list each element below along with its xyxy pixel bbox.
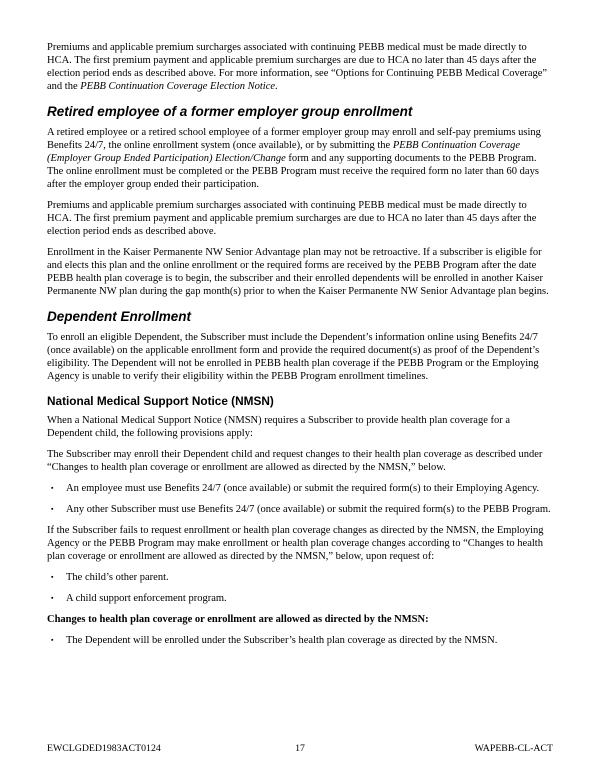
footer-doc-code: EWCLGDED1983ACT0124 bbox=[47, 743, 161, 754]
bullet-text: A child support enforcement program. bbox=[66, 593, 227, 604]
bullet-marker-icon: ▪ bbox=[51, 484, 54, 492]
paragraph-premiums-due-2: Premiums and applicable premium surcharges associated with continuing PEBB medical must be made directly to HCA. The first premium payment and applicable premium surcharges are due to HCA no later than 45 days after the election period ends as described above. bbox=[47, 200, 537, 237]
bullet-text: Any other Subscriber must use Benefits 24/7 (once available) or submit the required form(s) to the PEBB Program. bbox=[66, 504, 551, 515]
heading-retired-employee-group-enrollment: Retired employee of a former employer group enrollment bbox=[47, 104, 413, 119]
text-run-italic: PEBB Continuation Coverage (Employer Group Ended Participation) Election/Change bbox=[47, 140, 520, 164]
page-footer bbox=[47, 743, 553, 755]
paragraph-dependent-enrollment: To enroll an eligible Dependent, the Subscriber must include the Dependent’s information online using Benefits 24/7 (once available) on the applicable enrollment form and provide the required document(s) as proof of the Dependent’s eligibility. The Dependent will not be enrolled in PEBB health plan coverage if the PEBB Program or the Employing Agency is unable to verify their eligibility within the PEBB Program enrollment timelines. bbox=[47, 332, 540, 382]
heading-nmsn: National Medical Support Notice (NMSN) bbox=[47, 394, 274, 408]
bullet-item-employee bbox=[47, 482, 554, 495]
bullet-text: An employee must use Benefits 24/7 (once available) or submit the required form(s) to their Employing Agency. bbox=[66, 483, 540, 494]
paragraph-retired-enrollment bbox=[47, 126, 554, 191]
heading-dependent-enrollment: Dependent Enrollment bbox=[47, 309, 192, 324]
text-run: form and any supporting documents to the PEBB Program. The online enrollment must be completed or the PEBB Program must receive the required form no later than 60 days after the employer group ended their participation. bbox=[47, 153, 539, 190]
bullet-marker-icon: ▪ bbox=[51, 573, 54, 581]
bullet-item-other-parent bbox=[47, 571, 554, 584]
paragraph-nmsn-intro: When a National Medical Support Notice (NMSN) requires a Subscriber to provide health plan coverage for a Dependent child, the following provisions apply: bbox=[47, 415, 511, 439]
bullet-marker-icon: ▪ bbox=[51, 594, 54, 602]
paragraph-nmsn-failure-to-request: If the Subscriber fails to request enrollment or health plan coverage changes as directed by the NMSN, the Employing Agency or the PEBB Program may make enrollment or health plan coverage changes according to “Changes to health plan coverage or enrollment are allowed as directed by the NMSN,” below, upon request of: bbox=[47, 525, 544, 562]
text-run: . bbox=[275, 81, 278, 92]
paragraph-premiums-due-1 bbox=[47, 41, 554, 93]
bullet-item-enforcement-program bbox=[47, 592, 554, 605]
bullet-item-other-subscriber bbox=[47, 503, 554, 516]
bullet-marker-icon: ▪ bbox=[51, 636, 54, 644]
paragraph-nmsn-subscriber-changes: The Subscriber may enroll their Dependent child and request changes to their health plan coverage as described under “Changes to health plan coverage or enrollment are allowed as directed by the NMSN,” below. bbox=[47, 449, 543, 473]
bullet-text: The Dependent will be enrolled under the Subscriber’s health plan coverage as directed by the NMSN. bbox=[66, 635, 498, 646]
footer-page-number: 17 bbox=[295, 743, 305, 754]
heading-changes-directed-by-nmsn: Changes to health plan coverage or enrollment are allowed as directed by the NMSN: bbox=[47, 614, 429, 625]
page-content bbox=[47, 41, 554, 655]
footer-doc-id: WAPEBB-CL-ACT bbox=[474, 743, 554, 754]
bullet-item-dependent-enrolled bbox=[47, 634, 554, 647]
text-run-italic: PEBB Continuation Coverage Election Notice bbox=[80, 81, 276, 92]
bullet-marker-icon: ▪ bbox=[51, 505, 54, 513]
bullet-text: The child’s other parent. bbox=[66, 572, 169, 583]
text-run: A retired employee or a retired school employee of a former employer group may enroll and self-pay premiums using Benefits 24/7, the online enrollment system (once available), or by submitting the bbox=[47, 127, 541, 151]
text-run: Premiums and applicable premium surcharges associated with continuing PEBB medical must be made directly to HCA. The first premium payment and applicable premium surcharges are due to HCA no later than 45 days after the election period ends as described above. For more information, see “Options for Continuing PEBB Medical Coverage” and the bbox=[47, 42, 548, 92]
paragraph-kaiser-senior-advantage: Enrollment in the Kaiser Permanente NW Senior Advantage plan may not be retroactive. If a subscriber is eligible for and elects this plan and the online enrollment or the required forms are received by the PEBB Program after the date PEBB health plan coverage is to begin, the subscriber and their enrolled dependents will be enrolled in another Kaiser Permanente NW plan during the gap month(s) prior to when the Kaiser Permanente NW Senior Advantage plan begins. bbox=[47, 247, 549, 297]
